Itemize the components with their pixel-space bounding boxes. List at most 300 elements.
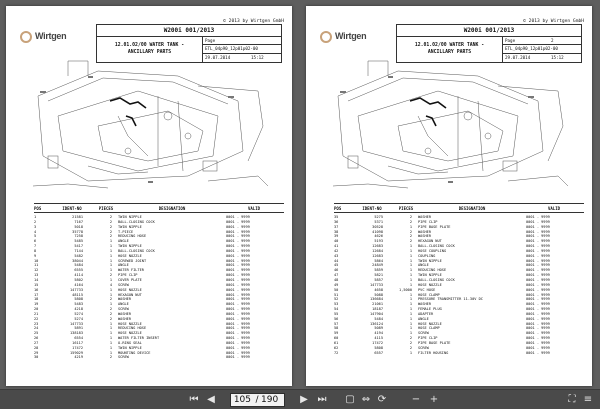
row-valid: 0001 - 9999 [226, 234, 250, 239]
rotate-icon[interactable]: ⟳ [377, 394, 387, 405]
row-valid: 0001 - 9999 [226, 302, 250, 307]
row-designation: REDUCING HOSE [118, 326, 147, 331]
row-ident-no: 5193 [374, 239, 383, 244]
copyright-notice: © 2013 by Wirtgen GmbH [223, 19, 284, 24]
row-designation: SCREW [418, 345, 429, 350]
row-valid: 0001 - 9999 [526, 307, 550, 312]
row-pieces: 2 [109, 273, 112, 278]
row-pieces: 1 [409, 350, 412, 355]
row-valid: 0001 - 9999 [226, 326, 250, 331]
row-pos: 6 [34, 239, 37, 244]
page-number-input[interactable] [230, 393, 285, 407]
row-valid: 0001 - 9999 [526, 273, 550, 278]
row-pos: 44 [334, 258, 339, 263]
print-time: 15:12 [551, 54, 564, 60]
row-designation: COVER PLATE [118, 277, 142, 282]
page-number: 2 [551, 38, 554, 43]
row-valid: 0001 - 9999 [526, 263, 550, 268]
row-valid: 0001 - 9999 [226, 263, 250, 268]
row-pieces: 4 [109, 282, 112, 287]
document-page-right [306, 6, 592, 386]
row-pos: 39 [334, 234, 339, 239]
table-row [34, 355, 284, 360]
row-valid: 0001 - 9999 [226, 355, 250, 360]
row-valid: 0001 - 9999 [226, 215, 250, 219]
row-ident-no: 4626 [374, 234, 383, 239]
row-pos: 60 [334, 336, 339, 341]
row-pieces: 2 [409, 234, 412, 239]
row-pieces: 1 [409, 292, 412, 297]
row-designation: PIPE BASE PLATE [418, 224, 451, 229]
row-designation: WASHER [418, 229, 431, 234]
col-pos: POS [334, 206, 342, 211]
row-ident-no: 4219 [74, 355, 83, 360]
row-valid: 0001 - 9999 [226, 316, 250, 321]
page-label: Page [205, 38, 216, 43]
row-valid: 0001 - 9999 [526, 336, 550, 341]
page-label: Page [505, 38, 516, 43]
row-pieces: 1 [409, 224, 412, 229]
row-valid: 0001 - 9999 [226, 224, 250, 229]
row-pos: 55 [334, 311, 339, 316]
row-designation: SCREW [118, 282, 129, 287]
row-pieces: 1 [409, 253, 412, 258]
row-pieces: 2 [409, 229, 412, 234]
row-valid: 0001 - 9999 [526, 253, 550, 258]
row-pieces: 2 [409, 219, 412, 224]
row-pos: 42 [334, 248, 339, 253]
row-designation: PIPE CLIP [418, 219, 438, 224]
row-pos: 49 [334, 282, 339, 287]
zoom-out-icon[interactable]: − [411, 394, 421, 405]
current-page[interactable]: 105 [233, 395, 251, 405]
row-designation: O-RING SEAL [118, 340, 142, 345]
row-valid: 0001 - 9999 [226, 229, 250, 234]
row-valid: 0001 - 9999 [526, 311, 550, 316]
row-ident-no: 138183 [70, 331, 83, 336]
row-pos: 5 [34, 234, 37, 239]
prev-page-icon[interactable]: ◀ [207, 394, 215, 405]
row-valid: 0001 - 9999 [526, 277, 550, 282]
row-pos: 16 [34, 287, 39, 292]
row-pieces: 2 [409, 340, 412, 345]
row-pieces: 1 [109, 302, 112, 307]
col-designation: DESIGNATION [158, 206, 186, 211]
row-pos: 8 [34, 248, 37, 253]
row-valid: 0001 - 9999 [226, 258, 250, 263]
viewer-toolbar [0, 389, 600, 409]
row-pieces: 1 [409, 273, 412, 278]
row-ident-no: 5808 [374, 345, 383, 350]
row-pieces: 2 [109, 316, 112, 321]
print-time: 15:12 [251, 54, 264, 60]
row-ident-no: 5821 [374, 273, 383, 278]
row-pieces: 1 [109, 277, 112, 282]
row-designation: ANGLE [118, 302, 129, 307]
row-pos: 21 [34, 311, 39, 316]
row-ident-no: 147733 [370, 282, 383, 287]
row-designation: PIPE CLIP [418, 336, 438, 341]
row-designation: REDUCING HOSE [118, 234, 147, 239]
row-pieces: 1 [109, 336, 112, 341]
row-valid: 0001 - 9999 [226, 273, 250, 278]
row-designation: ANGLE [118, 263, 129, 268]
row-pieces: 2 [109, 229, 112, 234]
row-valid: 0001 - 9999 [226, 340, 250, 345]
row-designation: HOSE NOZZLE [118, 331, 142, 336]
row-ident-no: 30528 [372, 224, 383, 229]
row-pieces: 1 [409, 321, 412, 326]
row-valid: 0001 - 9999 [526, 215, 550, 219]
row-ident-no: 18187 [372, 307, 383, 312]
parts-list [34, 203, 284, 360]
row-designation: WASHER [418, 215, 431, 219]
row-ident-no: 21581 [72, 215, 83, 219]
fullscreen-icon[interactable]: ⛶ [568, 394, 576, 405]
row-designation: HEXAGON NUT [118, 292, 142, 297]
row-valid: 0001 - 9999 [226, 268, 250, 273]
row-pieces: 1 [409, 311, 412, 316]
row-pos: 72 [334, 350, 339, 355]
row-valid: 0001 - 9999 [526, 234, 550, 239]
row-designation: MOUNTING DEVICE [118, 350, 151, 355]
row-pos: 52 [334, 297, 339, 302]
row-designation: WASHER [118, 316, 131, 321]
row-ident-no: 4164 [74, 282, 83, 287]
row-pos: 22 [34, 316, 39, 321]
exploded-parts-drawing [328, 56, 576, 196]
row-ident-no: 12684 [372, 248, 383, 253]
row-ident-no: 41098 [372, 229, 383, 234]
row-designation: ADAPTER [418, 311, 434, 316]
row-designation: PIPE BASE PLATE [418, 340, 451, 345]
row-ident-no: 12683 [372, 244, 383, 249]
row-pos: 46 [334, 268, 339, 273]
row-valid: 0001 - 9999 [226, 244, 250, 249]
row-pieces: 2 [109, 219, 112, 224]
first-page-icon[interactable]: ⏮ [189, 394, 199, 405]
row-designation: PRESSURE TRANSMITTER 11-30V DC [418, 297, 483, 302]
row-designation: ANGLE [418, 316, 429, 321]
row-ident-no: 5857 [374, 277, 383, 282]
row-designation: TWIN NIPPLE [118, 345, 142, 350]
row-pos: 23 [34, 321, 39, 326]
next-page-icon[interactable]: ▶ [300, 394, 308, 405]
row-ident-no: 5808 [74, 297, 83, 302]
row-pos: 57 [334, 321, 339, 326]
row-designation: HOSE CLAMP [418, 292, 440, 297]
row-valid: 0001 - 9999 [526, 219, 550, 224]
row-pieces: 1 [109, 331, 112, 336]
row-ident-no: 159029 [70, 350, 83, 355]
row-ident-no: 24849 [372, 263, 383, 268]
row-designation: ANGLE [418, 263, 429, 268]
row-valid: 0001 - 9999 [526, 326, 550, 331]
row-pieces: 1 [109, 239, 112, 244]
row-designation: FILTER HOUSING [418, 350, 449, 355]
row-ident-no: 7144 [74, 248, 83, 253]
row-ident-no: 5371 [374, 219, 383, 224]
row-valid: 0001 - 9999 [226, 277, 250, 282]
print-date: 29.07.2014 [505, 54, 531, 60]
row-ident-no: 12683 [372, 253, 383, 258]
row-pieces: 1 [109, 292, 112, 297]
row-valid: 0001 - 9999 [226, 253, 250, 258]
exploded-parts-drawing [28, 56, 276, 196]
row-pieces: 1 [409, 244, 412, 249]
row-designation: TWIN NIPPLE [118, 224, 142, 229]
row-pos: 10 [34, 258, 39, 263]
row-ident-no: 5274 [74, 311, 83, 316]
row-pieces: 2 [109, 224, 112, 229]
row-ident-no: 5275 [374, 215, 383, 219]
total-pages: 190 [261, 395, 279, 405]
row-ident-no: 147733 [70, 321, 83, 326]
row-ident-no: 4218 [74, 307, 83, 312]
row-valid: 0001 - 9999 [526, 248, 550, 253]
row-pieces: 1 [409, 248, 412, 253]
row-ident-no: 5274 [74, 316, 83, 321]
row-valid: 0001 - 9999 [526, 297, 550, 302]
row-designation: SCREW [118, 307, 129, 312]
row-pos: 35 [334, 215, 339, 219]
row-designation: HOSE NOZZLE [118, 253, 142, 258]
row-pos: 47 [334, 273, 339, 278]
row-pos: 58 [334, 326, 339, 331]
wirtgen-logo [320, 30, 390, 44]
row-ident-no: 17472 [372, 340, 383, 345]
row-pos: 56 [334, 316, 339, 321]
row-pieces: 1 [109, 340, 112, 345]
row-pos: 41 [334, 244, 339, 249]
row-pieces: 2 [109, 297, 112, 302]
description-line-1: 12.01.02/00 WATER TANK - [114, 43, 185, 48]
row-pos: 13 [34, 273, 39, 278]
table-row [334, 351, 584, 356]
row-pos: 36 [334, 219, 339, 224]
row-designation: T-PIECE [118, 229, 134, 234]
row-valid: 0001 - 9999 [226, 350, 250, 355]
row-ident-no: 5018 [74, 224, 83, 229]
row-pos: 30 [34, 355, 39, 360]
menu-icon[interactable]: ≡ [583, 394, 593, 405]
row-designation: BALL-CLOSING COCK [118, 248, 155, 253]
row-valid: 0001 - 9999 [526, 316, 550, 321]
row-valid: 0001 - 9999 [226, 345, 250, 350]
row-ident-no: 147733 [70, 287, 83, 292]
col-pieces: PIECES [398, 206, 414, 211]
row-ident-no: 5089 [374, 326, 383, 331]
row-valid: 0001 - 9999 [226, 336, 250, 341]
row-designation: ANGLE [118, 239, 129, 244]
row-pos: 11 [34, 263, 39, 268]
row-pos: 15 [34, 282, 39, 287]
row-pieces: 1 [409, 316, 412, 321]
row-ident-no: 21061 [372, 302, 383, 307]
row-pieces: 1 [409, 277, 412, 282]
row-valid: 0001 - 9999 [526, 229, 550, 234]
row-pieces: 1 [109, 350, 112, 355]
row-designation: COUPLING [418, 253, 436, 258]
row-ident-no: 7258 [74, 234, 83, 239]
row-designation: WATER FILTER INSERT [118, 336, 160, 341]
row-pieces: 1 [109, 326, 112, 331]
row-pos: 50 [334, 287, 339, 292]
row-ident-no: 5482 [74, 253, 83, 258]
row-pos: 14 [34, 277, 39, 282]
row-pieces: 2 [409, 239, 412, 244]
row-pos: 27 [34, 340, 39, 345]
row-valid: 0001 - 9999 [226, 239, 250, 244]
parts-list-header [34, 203, 284, 213]
row-pos: 29 [34, 350, 39, 355]
row-ident-no: 5802 [74, 277, 83, 282]
row-ident-no: 4115 [374, 336, 383, 341]
parts-list-body [334, 213, 584, 355]
row-ident-no: 4658 [374, 287, 383, 292]
zoom-in-icon[interactable]: + [429, 394, 439, 405]
row-valid: 0001 - 9999 [526, 321, 550, 326]
row-pos: 59 [334, 331, 339, 336]
row-ident-no: 5891 [74, 326, 83, 331]
row-pieces: 1 [109, 253, 112, 258]
row-valid: 0001 - 9999 [526, 350, 550, 355]
row-designation: TWIN NIPPLE [118, 244, 142, 249]
parts-list [334, 203, 584, 355]
row-designation: TWIN NIPPLE [418, 273, 442, 278]
row-pos: 18 [34, 297, 39, 302]
row-designation: HOSE COUPLING [418, 248, 447, 253]
row-valid: 0001 - 9999 [226, 248, 250, 253]
logo-text: Wirtgen [335, 31, 367, 41]
model-title: W200i 001/2013 [397, 25, 581, 37]
row-ident-no: 16117 [72, 340, 83, 345]
row-valid: 0001 - 9999 [526, 282, 550, 287]
row-pos: 12 [34, 268, 39, 273]
row-pos: 20 [34, 307, 39, 312]
row-ident-no: 48115 [72, 292, 83, 297]
row-designation: PVC HOSE [418, 287, 436, 292]
row-pieces: 1 [409, 268, 412, 273]
row-valid: 0001 - 9999 [526, 224, 550, 229]
row-pos: 2 [34, 219, 37, 224]
row-ident-no: 35778 [72, 229, 83, 234]
row-ident-no: 38044 [72, 258, 83, 263]
fit-width-icon[interactable]: ⇔ [361, 394, 371, 405]
document-id: ETL_04p90_12p01p02-00 [203, 45, 281, 53]
fit-page-icon[interactable]: ▢ [345, 394, 355, 405]
row-ident-no: 136684 [370, 297, 383, 302]
row-pos: 38 [334, 229, 339, 234]
row-pieces: 1 [409, 302, 412, 307]
last-page-icon[interactable]: ⏭ [317, 394, 327, 405]
page-number [249, 37, 251, 44]
row-pos: 51 [334, 292, 339, 297]
row-valid: 0001 - 9999 [526, 340, 550, 345]
row-pieces: 1 [409, 282, 412, 287]
parts-list-body [34, 213, 284, 360]
row-pieces: 1 [109, 268, 112, 273]
row-pos: 54 [334, 307, 339, 312]
row-pieces: 1 [109, 345, 112, 350]
row-pieces: 1 [109, 287, 112, 292]
row-pieces: 1 [109, 321, 112, 326]
row-valid: 0001 - 9999 [226, 287, 250, 292]
row-designation: WASHER [418, 302, 431, 307]
print-date: 29.07.2014 [205, 54, 231, 60]
row-ident-no: 5484 [74, 263, 83, 268]
row-pieces: 2 [109, 307, 112, 312]
row-designation: HOSE NOZZLE [118, 321, 142, 326]
row-designation: TWIN NIPPLE [418, 258, 442, 263]
row-pieces: 2 [109, 311, 112, 316]
row-ident-no: 147904 [370, 311, 383, 316]
row-pieces: 1 [109, 244, 112, 249]
col-valid: VALID [247, 206, 261, 211]
row-designation: WATER FILTER [118, 268, 144, 273]
row-pos: 25 [34, 331, 39, 336]
row-pos: 9 [34, 253, 37, 258]
logo-ring-icon [20, 31, 32, 43]
row-ident-no: 4114 [74, 273, 83, 278]
row-ident-no: 5484 [374, 316, 383, 321]
wirtgen-logo [20, 30, 90, 44]
row-pos: 19 [34, 302, 39, 307]
row-pos: 3 [34, 224, 37, 229]
row-ident-no: 4194 [374, 331, 383, 336]
logo-ring-icon [320, 31, 332, 43]
row-designation: TWIN NIPPLE [118, 215, 142, 219]
row-pieces: 2 [409, 215, 412, 219]
row-pieces: 1,5000 [399, 287, 412, 292]
row-valid: 0001 - 9999 [226, 292, 250, 297]
row-designation: BALL-CLOSING COCK [418, 277, 455, 282]
row-ident-no: 6554 [74, 336, 83, 341]
row-pieces: 1 [409, 331, 412, 336]
row-valid: 0001 - 9999 [526, 268, 550, 273]
row-pieces: 2 [109, 215, 112, 219]
row-designation: WASHER [118, 297, 131, 302]
row-designation: WASHER [118, 311, 131, 316]
row-pos: 61 [334, 340, 339, 345]
row-pos: 24 [34, 326, 39, 331]
document-page-left [6, 6, 292, 386]
row-ident-no: 5864 [374, 258, 383, 263]
row-pos: 40 [334, 239, 339, 244]
row-designation: PIPE CLIP [118, 273, 138, 278]
row-ident-no: 6555 [74, 268, 83, 273]
row-pos: 26 [34, 336, 39, 341]
logo-text: Wirtgen [35, 31, 67, 41]
row-valid: 0001 - 9999 [226, 282, 250, 287]
row-valid: 0001 - 9999 [526, 331, 550, 336]
row-ident-no: 5483 [74, 302, 83, 307]
row-designation: SCREWED JOINT [118, 258, 147, 263]
row-valid: 0001 - 9999 [526, 302, 550, 307]
row-valid: 0001 - 9999 [226, 331, 250, 336]
row-designation: BALL-CLOSING COCK [418, 244, 455, 249]
row-ident-no: 7167 [74, 219, 83, 224]
copyright-notice: © 2013 by Wirtgen GmbH [523, 19, 584, 24]
row-designation: WASHER [418, 234, 431, 239]
row-pieces: 2 [409, 345, 412, 350]
row-ident-no: 5485 [74, 239, 83, 244]
row-ident-no: 6557 [374, 350, 383, 355]
description-line-2: ANCILLARY PARTS [127, 50, 172, 55]
col-ident-no: IDENT-NO [62, 206, 82, 211]
row-designation: SCREW [418, 331, 429, 336]
row-pos: 62 [334, 345, 339, 350]
